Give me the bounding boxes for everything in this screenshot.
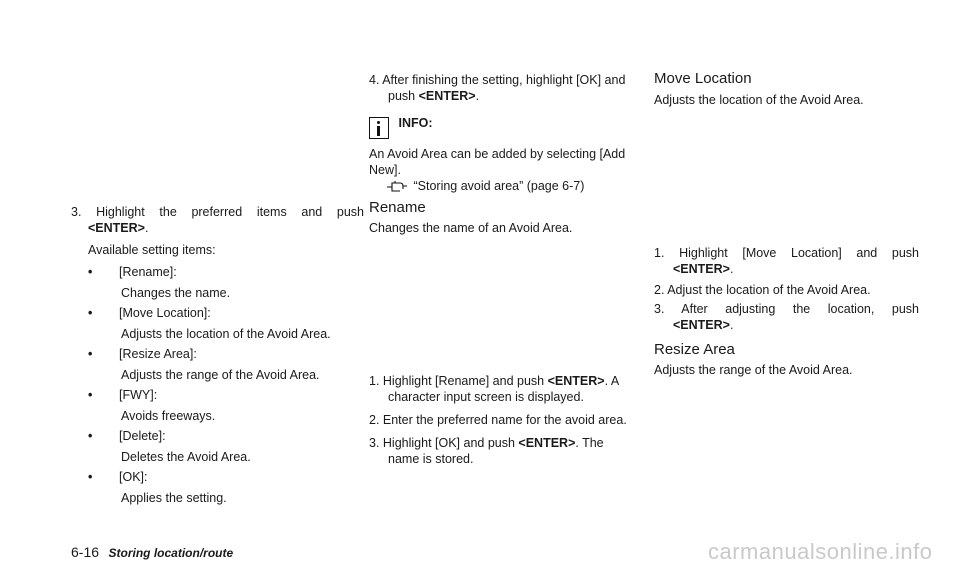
rename-step-3: 3. Highlight [OK] and push <ENTER>. The	[369, 436, 604, 450]
resize-area-desc: Adjusts the range of the Avoid Area.	[654, 363, 853, 377]
item-label: [OK]:	[119, 470, 148, 484]
available-items-heading: Available setting items:	[88, 243, 216, 257]
item-label: [Move Location]:	[119, 306, 211, 320]
rename-step-2: 2. Enter the preferred name for the avoid area.	[369, 413, 627, 427]
move-step-1-enter: <ENTER>.	[673, 262, 734, 276]
rename-desc: Changes the name of an Avoid Area.	[369, 221, 573, 235]
reference-line	[386, 178, 584, 194]
move-step-3-enter: <ENTER>.	[673, 318, 734, 332]
item-desc: Deletes the Avoid Area.	[121, 450, 251, 464]
move-step-2: 2. Adjust the location of the Avoid Area.	[654, 283, 871, 297]
left-step-3-enter: <ENTER>.	[88, 221, 149, 235]
rename-heading: Rename	[369, 199, 426, 216]
info-text: An Avoid Area can be added by selecting [Add New].	[369, 147, 626, 177]
section-title: Storing location/route	[108, 546, 234, 560]
step-3-text: 3. Highlight the preferred items and push	[71, 205, 364, 219]
item-desc: Applies the setting.	[121, 491, 227, 505]
reference-text: “Storing avoid area” (page 6-7)	[413, 179, 585, 193]
item-desc: Avoids freeways.	[121, 409, 216, 423]
rename-step-1-cont: character input screen is displayed.	[388, 390, 584, 404]
move-location-desc: Adjusts the location of the Avoid Area.	[654, 93, 864, 107]
item-desc: Adjusts the range of the Avoid Area.	[121, 368, 320, 382]
info-icon	[369, 117, 389, 139]
middle-step-4-line2: push <ENTER>.	[388, 89, 480, 103]
move-location-heading: Move Location	[654, 70, 752, 87]
middle-step-4-line1: 4. After finishing the setting, highlight [OK] and	[369, 73, 626, 87]
rename-step-1: 1. Highlight [Rename] and push <ENTER>. A	[369, 374, 620, 388]
enter-key-label: <ENTER>	[518, 436, 576, 450]
bullet-icon: •	[88, 429, 93, 443]
bullet-icon: •	[88, 306, 93, 320]
item-label: [Delete]:	[119, 429, 166, 443]
item-desc: Changes the name.	[121, 286, 231, 300]
bullet-icon: •	[88, 265, 93, 279]
move-step-1: 1. Highlight [Move Location] and push	[654, 246, 919, 260]
page-number: 6-16	[71, 544, 100, 560]
enter-key-label: <ENTER>	[418, 89, 476, 103]
rename-step-3-cont: name is stored.	[388, 452, 474, 466]
enter-key-label: <ENTER>	[673, 262, 730, 276]
info-note	[369, 117, 433, 139]
item-label: [Resize Area]:	[119, 347, 197, 361]
page-footer	[71, 544, 233, 561]
item-desc: Adjusts the location of the Avoid Area.	[121, 327, 331, 341]
bullet-icon: •	[88, 388, 93, 402]
item-label: [FWY]:	[119, 388, 158, 402]
enter-key-label: <ENTER>	[547, 374, 605, 388]
watermark: carmanualsonline.info	[708, 539, 933, 564]
reference-pointer-icon	[386, 180, 408, 194]
enter-key-label: <ENTER>	[88, 221, 145, 235]
resize-area-heading: Resize Area	[654, 341, 735, 358]
move-step-3: 3. After adjusting the location, push	[654, 302, 919, 316]
bullet-icon: •	[88, 470, 93, 484]
enter-key-label: <ENTER>	[673, 318, 730, 332]
left-step-3	[71, 204, 364, 220]
item-label: [Rename]:	[119, 265, 177, 279]
bullet-icon: •	[88, 347, 93, 361]
info-label: INFO:	[398, 116, 433, 130]
